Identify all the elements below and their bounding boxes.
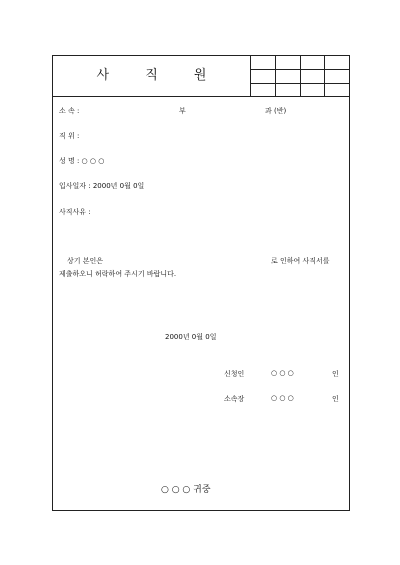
- section-label: 과 (반): [265, 107, 287, 115]
- body-line1-right: 로 인하여 사직서를: [271, 257, 330, 265]
- title-char: 직: [145, 68, 158, 83]
- body-line1-left: 상기 본인은: [67, 257, 104, 265]
- reason-label: 사직사유 :: [59, 208, 91, 216]
- join-date-label: 입사일자 : 2000년 0월 0일: [59, 182, 145, 190]
- recipient: ○ ○ ○ 귀중: [161, 485, 211, 495]
- applicant-role: 신청인: [224, 370, 245, 378]
- applicant-seal: 인: [332, 370, 339, 378]
- body-line2: 제출하오니 허락하여 주시기 바랍니다.: [59, 270, 177, 278]
- resignation-form: [52, 55, 350, 511]
- supervisor-seal: 인: [332, 395, 339, 403]
- title-char: 사: [96, 68, 110, 83]
- supervisor-name: ○ ○ ○: [271, 394, 294, 402]
- name-label: 성 명 : ○ ○ ○: [59, 157, 105, 165]
- form-title: [53, 56, 251, 96]
- form-header: [53, 56, 349, 97]
- supervisor-role: 소속장: [224, 395, 245, 403]
- affiliation-label: 소 속 :: [59, 107, 80, 115]
- department-label: 부: [179, 107, 186, 115]
- title-char: 원: [193, 68, 207, 83]
- approval-grid: [251, 56, 349, 96]
- applicant-name: ○ ○ ○: [271, 369, 294, 377]
- position-label: 직 위 :: [59, 132, 80, 140]
- application-date: 2000년 0월 0일: [165, 333, 217, 341]
